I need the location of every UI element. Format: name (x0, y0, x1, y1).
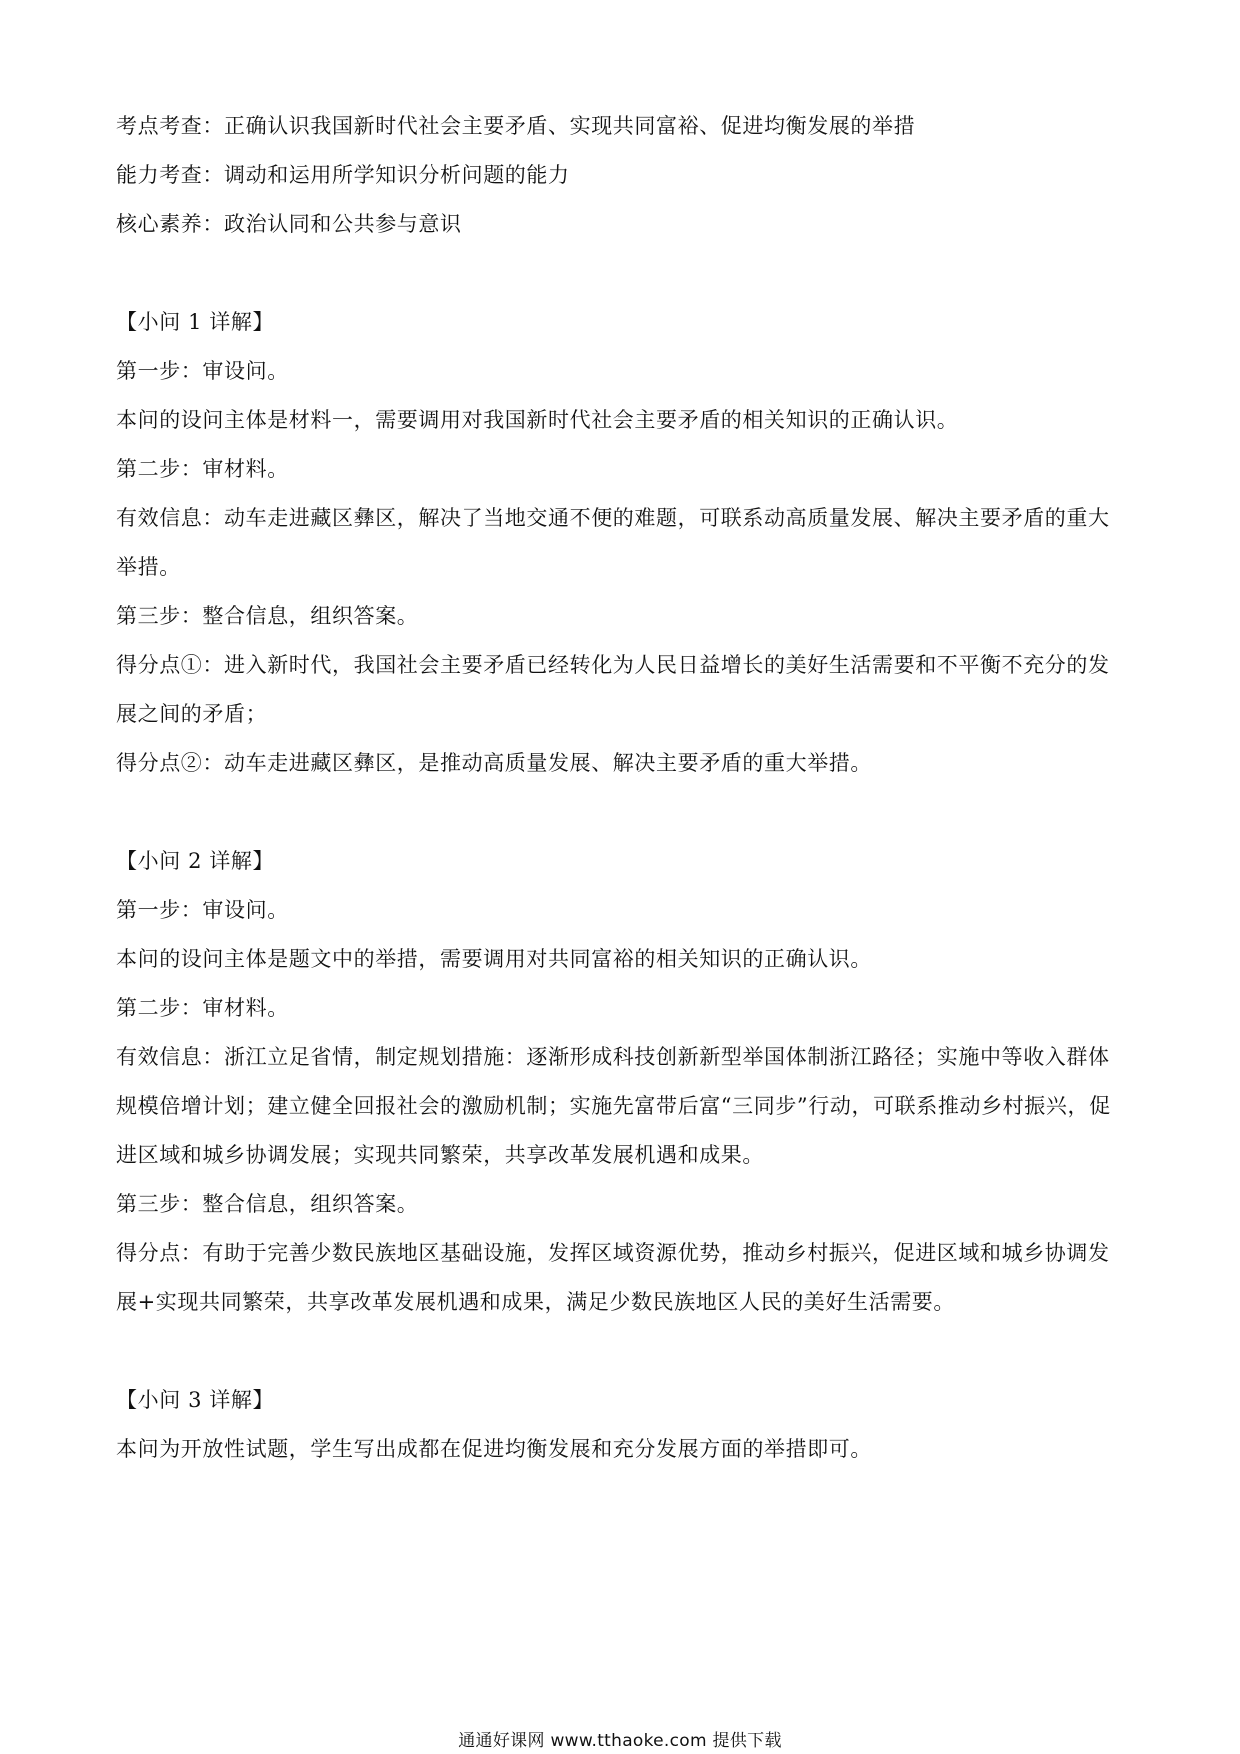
exam-point-line: 考点考查：正确认识我国新时代社会主要矛盾、实现共同富裕、促进均衡发展的举措 (116, 114, 916, 138)
footer-watermark: 通通好课网 www.tthaoke.com 提供下载 (458, 1731, 782, 1751)
q2-step1: 第一步：审设问。 (116, 898, 289, 922)
q1-step3: 第三步：整合信息，组织答案。 (116, 604, 419, 628)
q3-answer: 本问为开放性试题，学生写出成都在促进均衡发展和充分发展方面的举措即可。 (116, 1437, 872, 1461)
document-body (116, 102, 1126, 1474)
spacer (116, 788, 1126, 837)
q1-step1: 第一步：审设问。 (116, 359, 289, 383)
spacer (116, 249, 1126, 298)
section-title-q2: 【小问 2 详解】 (116, 849, 275, 873)
literacy-line: 核心素养：政治认同和公共参与意识 (116, 212, 462, 236)
q1-point2: 得分点②：动车走进藏区彝区，是推动高质量发展、解决主要矛盾的重大举措。 (116, 751, 872, 775)
q2-step3: 第三步：整合信息，组织答案。 (116, 1192, 419, 1216)
q2-analysis: 本问的设问主体是题文中的举措，需要调用对共同富裕的相关知识的正确认识。 (116, 947, 872, 971)
ability-line: 能力考查：调动和运用所学知识分析问题的能力 (116, 163, 570, 187)
q2-step2: 第二步：审材料。 (116, 996, 289, 1020)
section-title-q1: 【小问 1 详解】 (116, 310, 275, 334)
q1-analysis: 本问的设问主体是材料一，需要调用对我国新时代社会主要矛盾的相关知识的正确认识。 (116, 408, 959, 432)
spacer (116, 1327, 1126, 1376)
q2-info: 有效信息：浙江立足省情，制定规划措施：逐渐形成科技创新新型举国体制浙江路径；实施中等收入群体规模倍增计划；建立健全回报社会的激励机制；实施先富带后富“三同步”行动，可联系推动乡村振兴，促进区域和城乡协调发展；实现共同繁荣，共享改革发展机遇和成果。 (116, 1045, 1111, 1167)
q1-point1: 得分点①：进入新时代，我国社会主要矛盾已经转化为人民日益增长的美好生活需要和不平衡不充分的发展之间的矛盾； (116, 653, 1110, 726)
q2-point: 得分点：有助于完善少数民族地区基础设施，发挥区域资源优势，推动乡村振兴，促进区域和城乡协调发展+实现共同繁荣，共享改革发展机遇和成果，满足少数民族地区人民的美好生活需要。 (116, 1241, 1110, 1314)
q1-step2: 第二步：审材料。 (116, 457, 289, 481)
section-title-q3: 【小问 3 详解】 (116, 1388, 275, 1412)
q1-info: 有效信息：动车走进藏区彝区，解决了当地交通不便的难题，可联系动高质量发展、解决主要矛盾的重大举措。 (116, 506, 1110, 579)
